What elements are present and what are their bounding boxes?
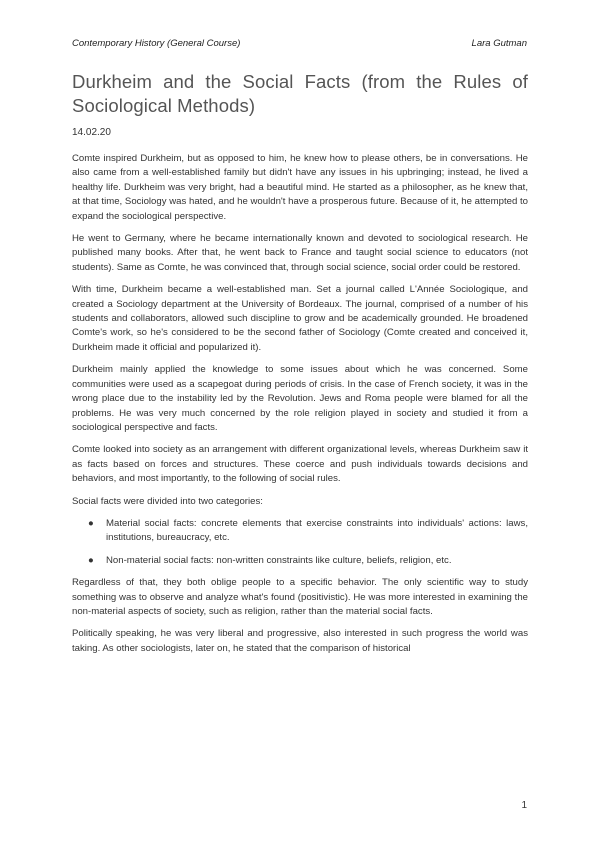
paragraph: Regardless of that, they both oblige people to a specific behavior. The only scientific way to study something was to observe and analyze what's found (positivistic). He was more interested in examining the non-material aspects of society, such as religion, rather than the material social facts.	[72, 577, 528, 617]
paragraph: Comte inspired Durkheim, but as opposed to him, he knew how to please others, be in conversations. He also came from a well-established family but didn't have any issues in his upbringing; instead, he lived a healthy life. Durkheim was very bright, had a beautiful mind. He started as a philosopher, as he knew that, at that time, Sociology was hated, and he wouldn't have a prosperous future. Because of it, he attempted to expand the sociological perspective.	[72, 153, 528, 222]
list-item-text: Non-material social facts: non-written constraints like culture, beliefs, religion, etc.	[106, 554, 452, 566]
bullet-icon: ●	[88, 517, 94, 529]
paragraph: Durkheim mainly applied the knowledge to some issues about which he was concerned. Some communities were used as a scapegoat during periods of crisis. In the case of French society, it was in the wrong place due to the instability led by the Revolution. Jews and Roma people were blamed for all the problems. He was very much concerned by the role religion played in society and studied it from a sociological perspective and facts.	[72, 364, 528, 433]
paragraph: He went to Germany, where he became internationally known and devoted to sociological research. He published many books. After that, he went back to France and taught social science to educators (not students). Same as Comte, he was convinced that, through social science, social order could be restored.	[72, 233, 528, 273]
list-item	[88, 517, 528, 546]
page-number: 1	[521, 800, 527, 811]
list-item-text: Material social facts: concrete elements that exercise constraints into individuals' actions: laws, institutions, bureaucracy, etc.	[106, 517, 528, 544]
document-date: 14.02.20	[72, 127, 111, 138]
list-item	[88, 554, 528, 568]
document-title: Durkheim and the Social Facts (from the Rules of Sociological Methods)	[72, 71, 528, 116]
document-body	[72, 152, 528, 664]
paragraph: Politically speaking, he was very liberal and progressive, also interested in such progress the world was taking. As other sociologists, later on, he stated that the comparison of historical	[72, 628, 528, 654]
bullet-icon: ●	[88, 554, 94, 566]
page-header	[72, 38, 527, 49]
header-author: Lara Gutman	[471, 38, 527, 49]
paragraph: Comte looked into society as an arrangement with different organizational levels, whereas Durkheim saw it as facts based on forces and structures. These coerce and push individuals towards decisions and behaviors, and most importantly, to the following of social rules.	[72, 444, 528, 485]
paragraph: Social facts were divided into two categories:	[72, 495, 263, 507]
paragraph: With time, Durkheim became a well-established man. Set a journal called L'Année Sociologique, and created a Sociology department at the University of Bordeaux. The journal, comprised of a number of his students and collaborators, allowed such discipline to grow and be academically grounded. He broadened Comte's work, so he's considered to be the second father of Sociology (Comte created and conceived it, Durkheim made it official and popularized it).	[72, 284, 528, 353]
social-facts-list	[72, 517, 528, 568]
header-course: Contemporary History (General Course)	[72, 38, 241, 49]
